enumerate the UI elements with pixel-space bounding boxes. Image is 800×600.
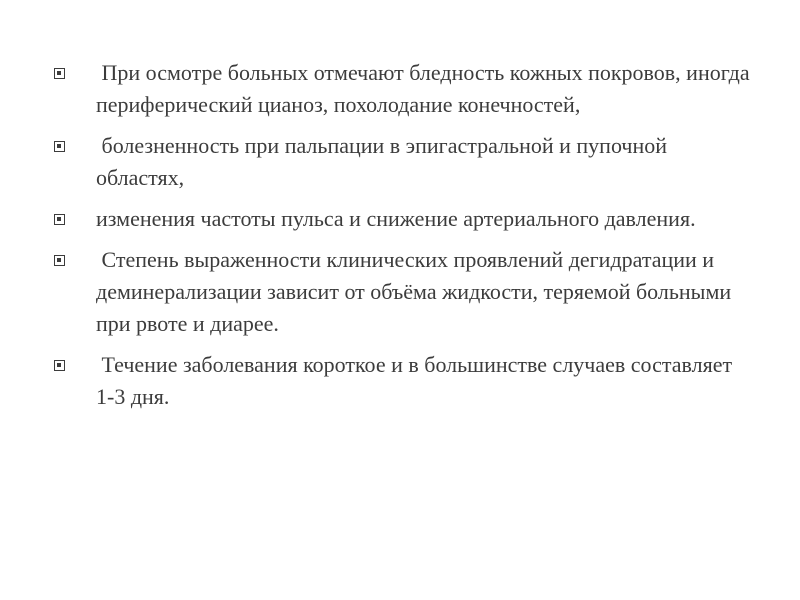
bullet-list [52, 57, 756, 422]
square-bullet-icon [54, 214, 65, 225]
bullet-item-1 [52, 57, 756, 121]
square-bullet-icon [54, 360, 65, 371]
bullet-item-2 [52, 130, 752, 194]
bullet-text: Течение заболевания короткое и в большинстве случаев составляет 1-3 дня. [96, 352, 738, 409]
bullet-item-4 [52, 244, 752, 340]
bullet-item-5 [52, 349, 752, 413]
bullet-item-3 [52, 203, 752, 235]
bullet-text: При осмотре больных отмечают бледность кожных покровов, иногда периферический цианоз, похолодание конечностей, [96, 60, 756, 117]
square-bullet-icon [54, 68, 65, 79]
bullet-text: болезненность при пальпации в эпигастральной и пупочной областях, [96, 133, 673, 190]
square-bullet-icon [54, 141, 65, 152]
square-bullet-icon [54, 255, 65, 266]
bullet-text: Степень выраженности клинических проявлений дегидратации и деминерализации зависит от объёма жидкости, теряемой больными при рвоте и диарее. [96, 247, 737, 336]
bullet-text: изменения частоты пульса и снижение артериального давления. [96, 206, 696, 231]
